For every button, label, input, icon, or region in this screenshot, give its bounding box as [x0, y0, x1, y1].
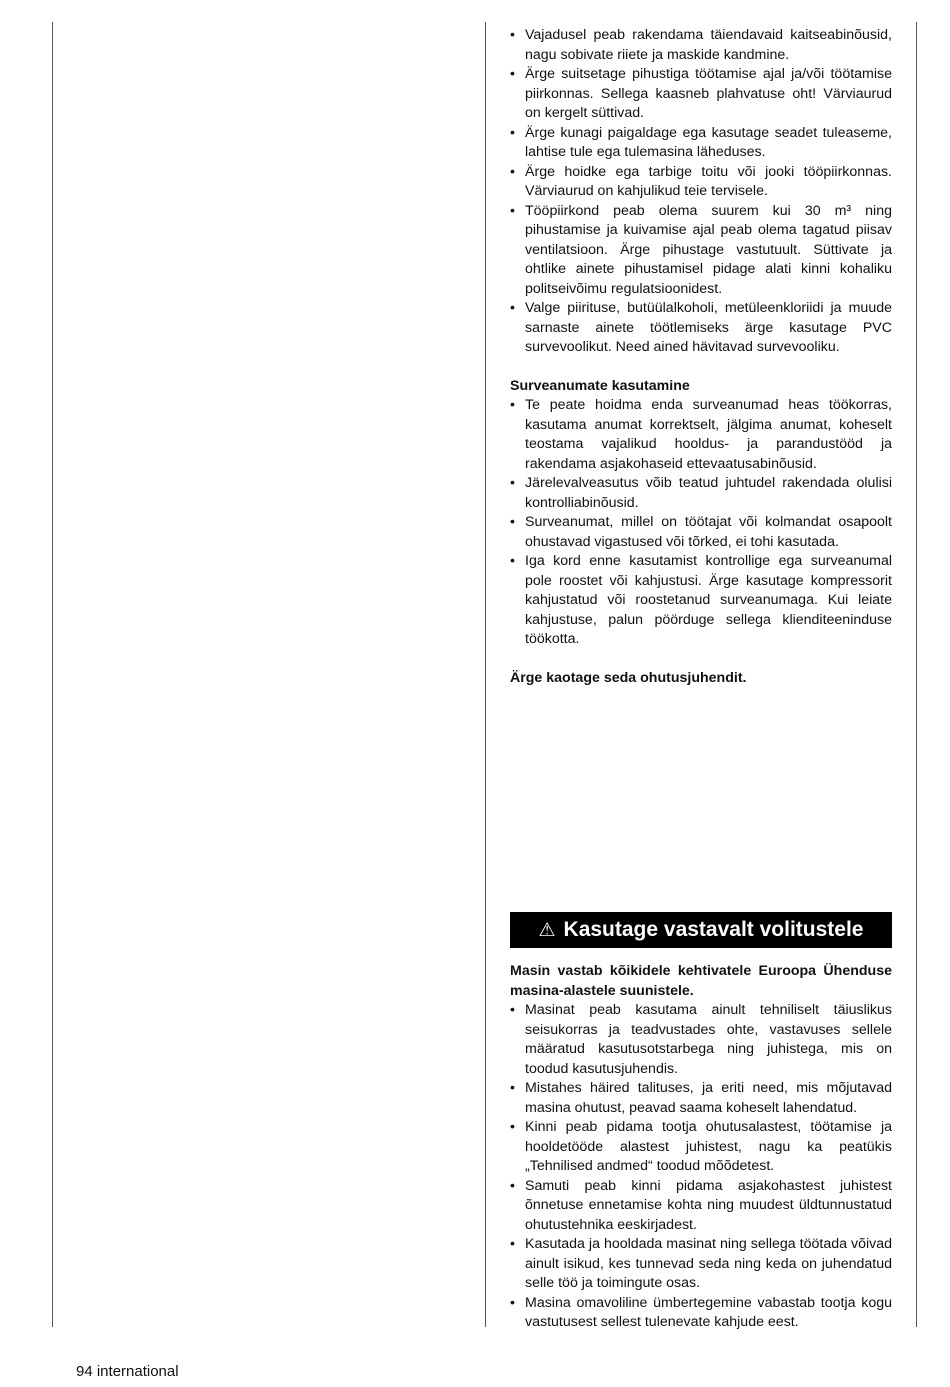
list-item: • Masina omavoliline ümbertegemine vabastab tootja kogu vastutusest sellest tulenevate kahjude eest. — [510, 1294, 892, 1333]
list-item: • Valge piirituse, butüülalkoholi, metüleenkloriidi ja muude sarnaste ainete töötlemiseks ärge kasutage PVC survevoolikut. Need ained hävitavad survevooliku. — [510, 299, 892, 358]
list-item: • Järelevalveasutus võib teatud juhtudel rakendada olulisi kontrolliabinõusid. — [510, 474, 892, 513]
center-column-rule — [485, 22, 486, 1327]
list-item: • Ärge hoidke ega tarbige toitu või jooki tööpiirkonnas. Värviaurud on kahjulikud teie tervisele. — [510, 163, 892, 202]
closing-note: Ärge kaotage seda ohutusjuhendit. — [510, 669, 747, 686]
list-item: • Kasutada ja hooldada masinat ning sellega töötada võivad ainult isikud, kes tunnevad seda ning keda on juhendatud selle töö ja toimingute osas. — [510, 1235, 892, 1294]
pressure-vessel-heading: Surveanumate kasutamine — [510, 377, 690, 394]
list-item: • Samuti peab kinni pidama asjakohastest juhistest õnnetuse ennetamise kohta ning muudest üldtunnustatud ohutustehnika eeskirjadest. — [510, 1177, 892, 1236]
lower-text-column — [510, 962, 892, 1333]
list-item: • Iga kord enne kasutamist kontrollige ega surveanumal pole roostet või kahjustusi. Ärge kasutage kompressorit kahjustatud või roostetanud surveanumaga. Kui leiate kahjustuse, palun pöörduge sellega klienditeeninduse töökotta. — [510, 552, 892, 650]
page-footer: 94 international — [76, 1363, 179, 1380]
warning-triangle-icon: ⚠ — [538, 919, 556, 941]
upper-text-column — [510, 26, 892, 688]
pressure-vessel-list — [510, 396, 892, 650]
list-item: • Te peate hoidma enda surveanumad heas töökorras, kasutama anumat korrektselt, jälgima anumat, koheselt teostama vajalikud hooldus- ja parandustööd ja rakendama asjakohaseid ettevaatusabinõusid. — [510, 396, 892, 474]
list-item: • Surveanumat, millel on töötajat või kolmandat osapoolt ohustavad vigastused või tõrked, ei tohi kasutada. — [510, 513, 892, 552]
list-item: • Tööpiirkond peab olema suurem kui 30 m³ ning pihustamise ja kuivamise ajal peab olema tagatud piisav ventilatsioon. Ärge pihustage vastutuult. Süttivate ja ohtlike ainete pihustamisel pidage alati kinni kohaliku politseivõimu regulatsioonidest. — [510, 202, 892, 300]
usage-list — [510, 1001, 892, 1333]
list-item: • Kinni peab pidama tootja ohutusalastest, töötamise ja hooldetööde alastest juhistest, nagu ka peatükis „Tehnilised andmed“ toodud mõõdetest. — [510, 1118, 892, 1177]
list-item: • Mistahes häired talituses, ja eriti need, mis mõjutavad masina ohutust, peavad saama koheselt lahendatud. — [510, 1079, 892, 1118]
list-item: • Masinat peab kasutama ainult tehniliselt täiuslikus seisukorras ja teadvustades ohte, vastavuses sellele määratud kasutusotstarbega ning juhistega, mis on toodud kasutusjuhendis. — [510, 1001, 892, 1079]
banner-title: Kasutage vastavalt volitustele — [563, 918, 864, 941]
list-item: • Ärge kunagi paigaldage ega kasutage seadet tuleaseme, lahtise tule ega tulemasina läheduses. — [510, 124, 892, 163]
list-item: • Vajadusel peab rakendama täiendavaid kaitseabinõusid, nagu sobivate riiete ja maskide kandmine. — [510, 26, 892, 65]
usage-intro: Masin vastab kõikidele kehtivatele Euroopa Ühenduse masina-alastele suunistele. — [510, 963, 892, 999]
intended-use-banner — [510, 912, 892, 948]
list-item: • Ärge suitsetage pihustiga töötamise ajal ja/või töötamise piirkonnas. Sellega kaasneb plahvatuse oht! Värviaurud on kergelt süttivad. — [510, 65, 892, 124]
right-column-rule — [916, 22, 917, 1327]
left-column-rule — [52, 22, 53, 1327]
safety-list — [510, 26, 892, 358]
